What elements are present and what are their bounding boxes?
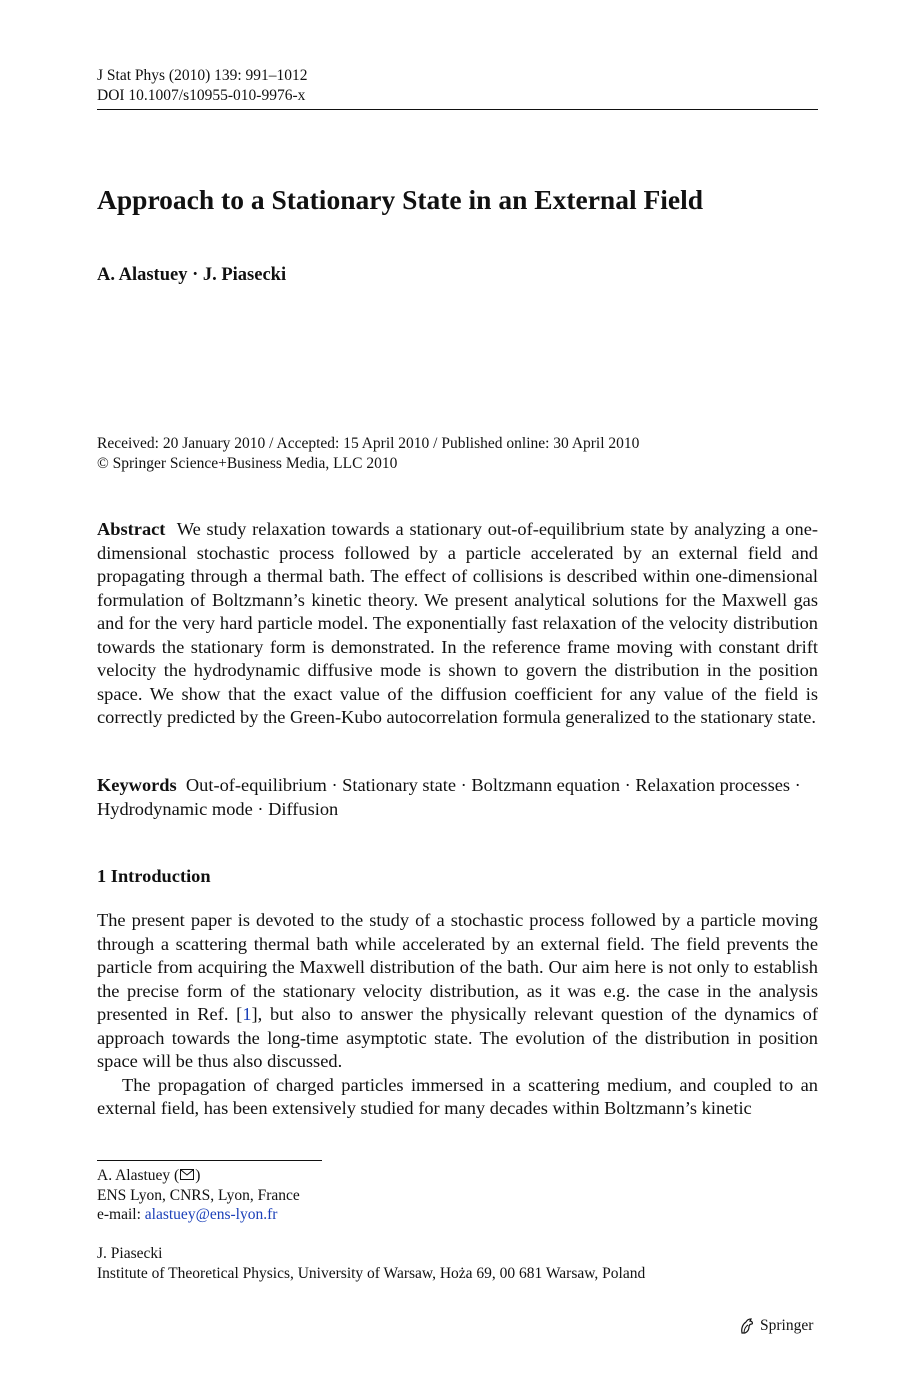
intro-paragraph-1 bbox=[97, 909, 818, 1074]
author-1-affiliation bbox=[97, 1166, 300, 1225]
author-1-name-line bbox=[97, 1166, 300, 1186]
author-1-email-line bbox=[97, 1205, 300, 1225]
abstract-text: We study relaxation towards a stationary out-of-equilibrium state by analyzing a one-dimensional stochastic process followed by a particle accelerated by an external field and propagating through a thermal bath. The effect of collisions is described within one-dimensional formulation of Boltzmann’s kinetic theory. We present analytical solutions for the Maxwell gas and for the very hard particle model. The exponentially fast relaxation of the velocity distribution towards the stationary form is demonstrated. In the reference frame moving with constant drift velocity the hydrodynamic diffusive mode is shown to govern the distribution in the position space. We show that the exact value of the diffusion coefficient for any value of the field is correctly predicted by the Green-Kubo autocorrelation formula generalized to the stationary state. bbox=[97, 519, 818, 727]
abstract-label: Abstract bbox=[97, 519, 166, 539]
footnote-divider bbox=[97, 1160, 322, 1161]
publisher-name: Springer bbox=[760, 1317, 814, 1334]
intro-p1-text-a: The present paper is devoted to the study of a stochastic process followed by a particle moving through a scattering thermal bath while accelerated by an external field. The field prevents the particle from acquiring the Maxwell distribution of the bath. Our aim here is not only to establish the precise form of the stationary velocity distribution, as it was e.g. the case in the analysis presented in Ref. [ bbox=[97, 910, 818, 1024]
received-accepted-dates: Received: 20 January 2010 / Accepted: 15 April 2010 / Published online: 30 April 2010 bbox=[97, 435, 640, 452]
journal-info bbox=[97, 66, 308, 105]
author-2-name: J. Piasecki bbox=[97, 1245, 163, 1262]
abstract bbox=[97, 518, 818, 730]
doi: DOI 10.1007/s10955-010-9976-x bbox=[97, 86, 306, 104]
copyright-notice: © Springer Science+Business Media, LLC 2010 bbox=[97, 454, 398, 472]
author-1-name-close: ) bbox=[195, 1167, 201, 1184]
author-1-institution: ENS Lyon, CNRS, Lyon, France bbox=[97, 1186, 300, 1204]
publication-history bbox=[97, 434, 639, 473]
envelope-icon bbox=[180, 1169, 194, 1180]
author-list: A. Alastuey · J. Piasecki bbox=[97, 265, 287, 285]
paper-title: Approach to a Stationary State in an External Field bbox=[97, 184, 704, 215]
journal-citation: J Stat Phys (2010) 139: 991–1012 bbox=[97, 67, 308, 84]
email-label: e-mail: bbox=[97, 1206, 145, 1223]
reference-link-1[interactable]: 1 bbox=[242, 1004, 252, 1024]
publisher-mark bbox=[738, 1316, 813, 1336]
author-1-email-link[interactable]: alastuey@ens-lyon.fr bbox=[144, 1206, 278, 1223]
author-2-institution: Institute of Theoretical Physics, University of Warsaw, Hoża 69, 00 681 Warsaw, Poland bbox=[97, 1264, 646, 1282]
introduction-body bbox=[97, 909, 818, 1121]
keywords-label: Keywords bbox=[97, 775, 177, 795]
keywords-text: Out-of-equilibrium · Stationary state · Boltzmann equation · Relaxation processes · Hydrodynamic mode · Diffusion bbox=[97, 775, 801, 819]
keywords bbox=[97, 774, 818, 821]
header-divider bbox=[97, 109, 818, 110]
author-1-name: A. Alastuey ( bbox=[97, 1167, 180, 1184]
springer-horse-icon bbox=[738, 1317, 756, 1335]
intro-paragraph-2: The propagation of charged particles immersed in a scattering medium, and coupled to an external field, has been extensively studied for many decades within Boltzmann’s kinetic bbox=[97, 1074, 818, 1118]
author-2-affiliation bbox=[97, 1244, 645, 1283]
section-heading-introduction: 1 Introduction bbox=[97, 866, 211, 886]
intro-p1-text-b: ], but also to answer the physically relevant question of the dynamics of approach towards the long-time asymptotic state. The evolution of the distribution in position space will be thus also discussed. bbox=[97, 1004, 818, 1071]
